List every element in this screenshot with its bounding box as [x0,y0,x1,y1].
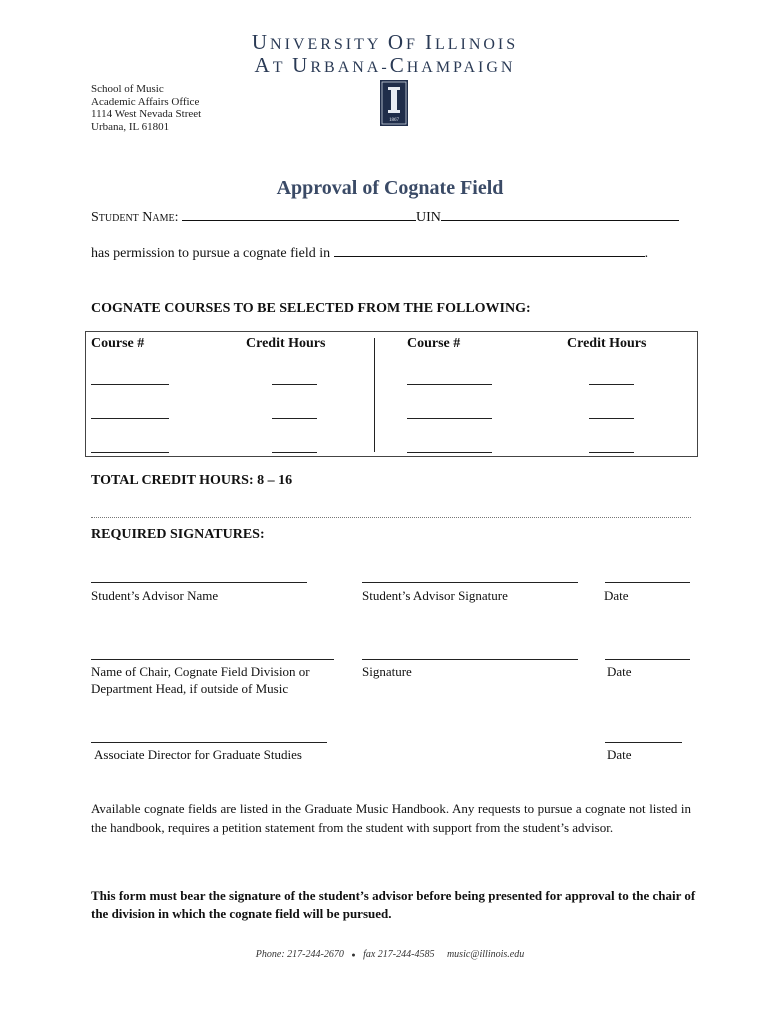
university-name-text: UNIVERSITY OF ILLINOIS [251,30,519,54]
signatures-heading: REQUIRED SIGNATURES: [91,527,265,542]
course-number-blank[interactable] [91,384,169,385]
notice-paragraph: This form must bear the signature of the student’s advisor before being presented for approval to the chair of the division in which the cognate field will be pursued. [91,888,696,921]
advisor-name-line[interactable] [91,582,307,583]
chair-date-label: Date [607,664,632,679]
course-number-header: Course # [407,336,461,351]
advisor-signature-line[interactable] [362,582,578,583]
table-divider [374,338,375,452]
permission-period: . [644,246,649,261]
chair-name-label-line2: Department Head, if outside of Music [91,681,289,696]
associate-director-line[interactable] [91,742,327,743]
university-logo [380,80,408,131]
block-i-logo-icon [380,80,408,126]
credit-hours-header: Credit Hours [246,336,326,351]
advisor-signature-label: Student’s Advisor Signature [362,588,508,603]
associate-director-date-label: Date [607,747,632,762]
course-number-blank[interactable] [407,384,492,385]
course-number-header: Course # [91,336,145,351]
credit-hours-blank[interactable] [589,418,634,419]
course-number-blank[interactable] [407,418,492,419]
uin-field[interactable] [441,206,679,221]
credit-hours-blank[interactable] [589,452,634,453]
department-address [91,83,201,133]
credit-hours-blank[interactable] [272,418,317,419]
student-name-row [91,206,679,226]
university-name-line2 [0,53,770,78]
footer-fax: fax 217-244-4585 [363,949,435,960]
contact-footer [0,949,770,960]
form-title: Approval of Cognate Field [276,177,504,199]
address-line: Academic Affairs Office [91,95,200,108]
university-name-line1 [0,30,770,55]
credit-hours-blank[interactable] [272,384,317,385]
student-name-label: Student Name: [91,210,179,225]
permission-text: has permission to pursue a cognate field in [91,246,331,261]
advisor-name-label: Student’s Advisor Name [91,588,219,603]
footer-phone: Phone: 217-244-2670 [255,949,344,960]
footer-email[interactable]: music@illinois.edu [446,949,525,960]
credit-hours-blank[interactable] [589,384,634,385]
address-line: Urbana, IL 61801 [91,120,170,133]
associate-director-date-line[interactable] [605,742,682,743]
logo-year: 1867 [389,118,399,123]
chair-date-line[interactable] [605,659,690,660]
associate-director-label: Associate Director for Graduate Studies [94,747,302,762]
permission-row [91,242,648,262]
credit-hours-blank[interactable] [272,452,317,453]
course-number-blank[interactable] [407,452,492,453]
chair-signature-label: Signature [362,664,412,679]
chair-signature-line[interactable] [362,659,578,660]
course-number-blank[interactable] [91,418,169,419]
footer-bullet: ● [351,951,356,959]
university-campus-text: AT URBANA-CHAMPAIGN [254,53,516,77]
advisor-date-line[interactable] [605,582,690,583]
student-name-field[interactable] [182,206,416,221]
uin-label: UIN [416,210,441,225]
chair-name-line[interactable] [91,659,334,660]
course-number-blank[interactable] [91,452,169,453]
chair-name-label [91,663,310,697]
info-paragraph: Available cognate fields are listed in the Graduate Music Handbook. Any requests to pursue a cognate not listed in the handbook, requires a petition statement from the student with support from the student’s advisor. [91,801,691,835]
chair-name-label-line1: Name of Chair, Cognate Field Division or [91,664,310,679]
address-line: 1114 West Nevada Street [91,108,202,120]
advisor-date-label: Date [604,588,629,603]
credit-hours-header: Credit Hours [567,336,647,351]
address-line: School of Music [91,83,164,95]
courses-heading: COGNATE COURSES TO BE SELECTED FROM THE FOLLOWING: [91,301,531,316]
section-divider [91,517,691,518]
cognate-field-input[interactable] [334,242,645,257]
total-credit-hours: TOTAL CREDIT HOURS: 8 – 16 [91,473,293,488]
